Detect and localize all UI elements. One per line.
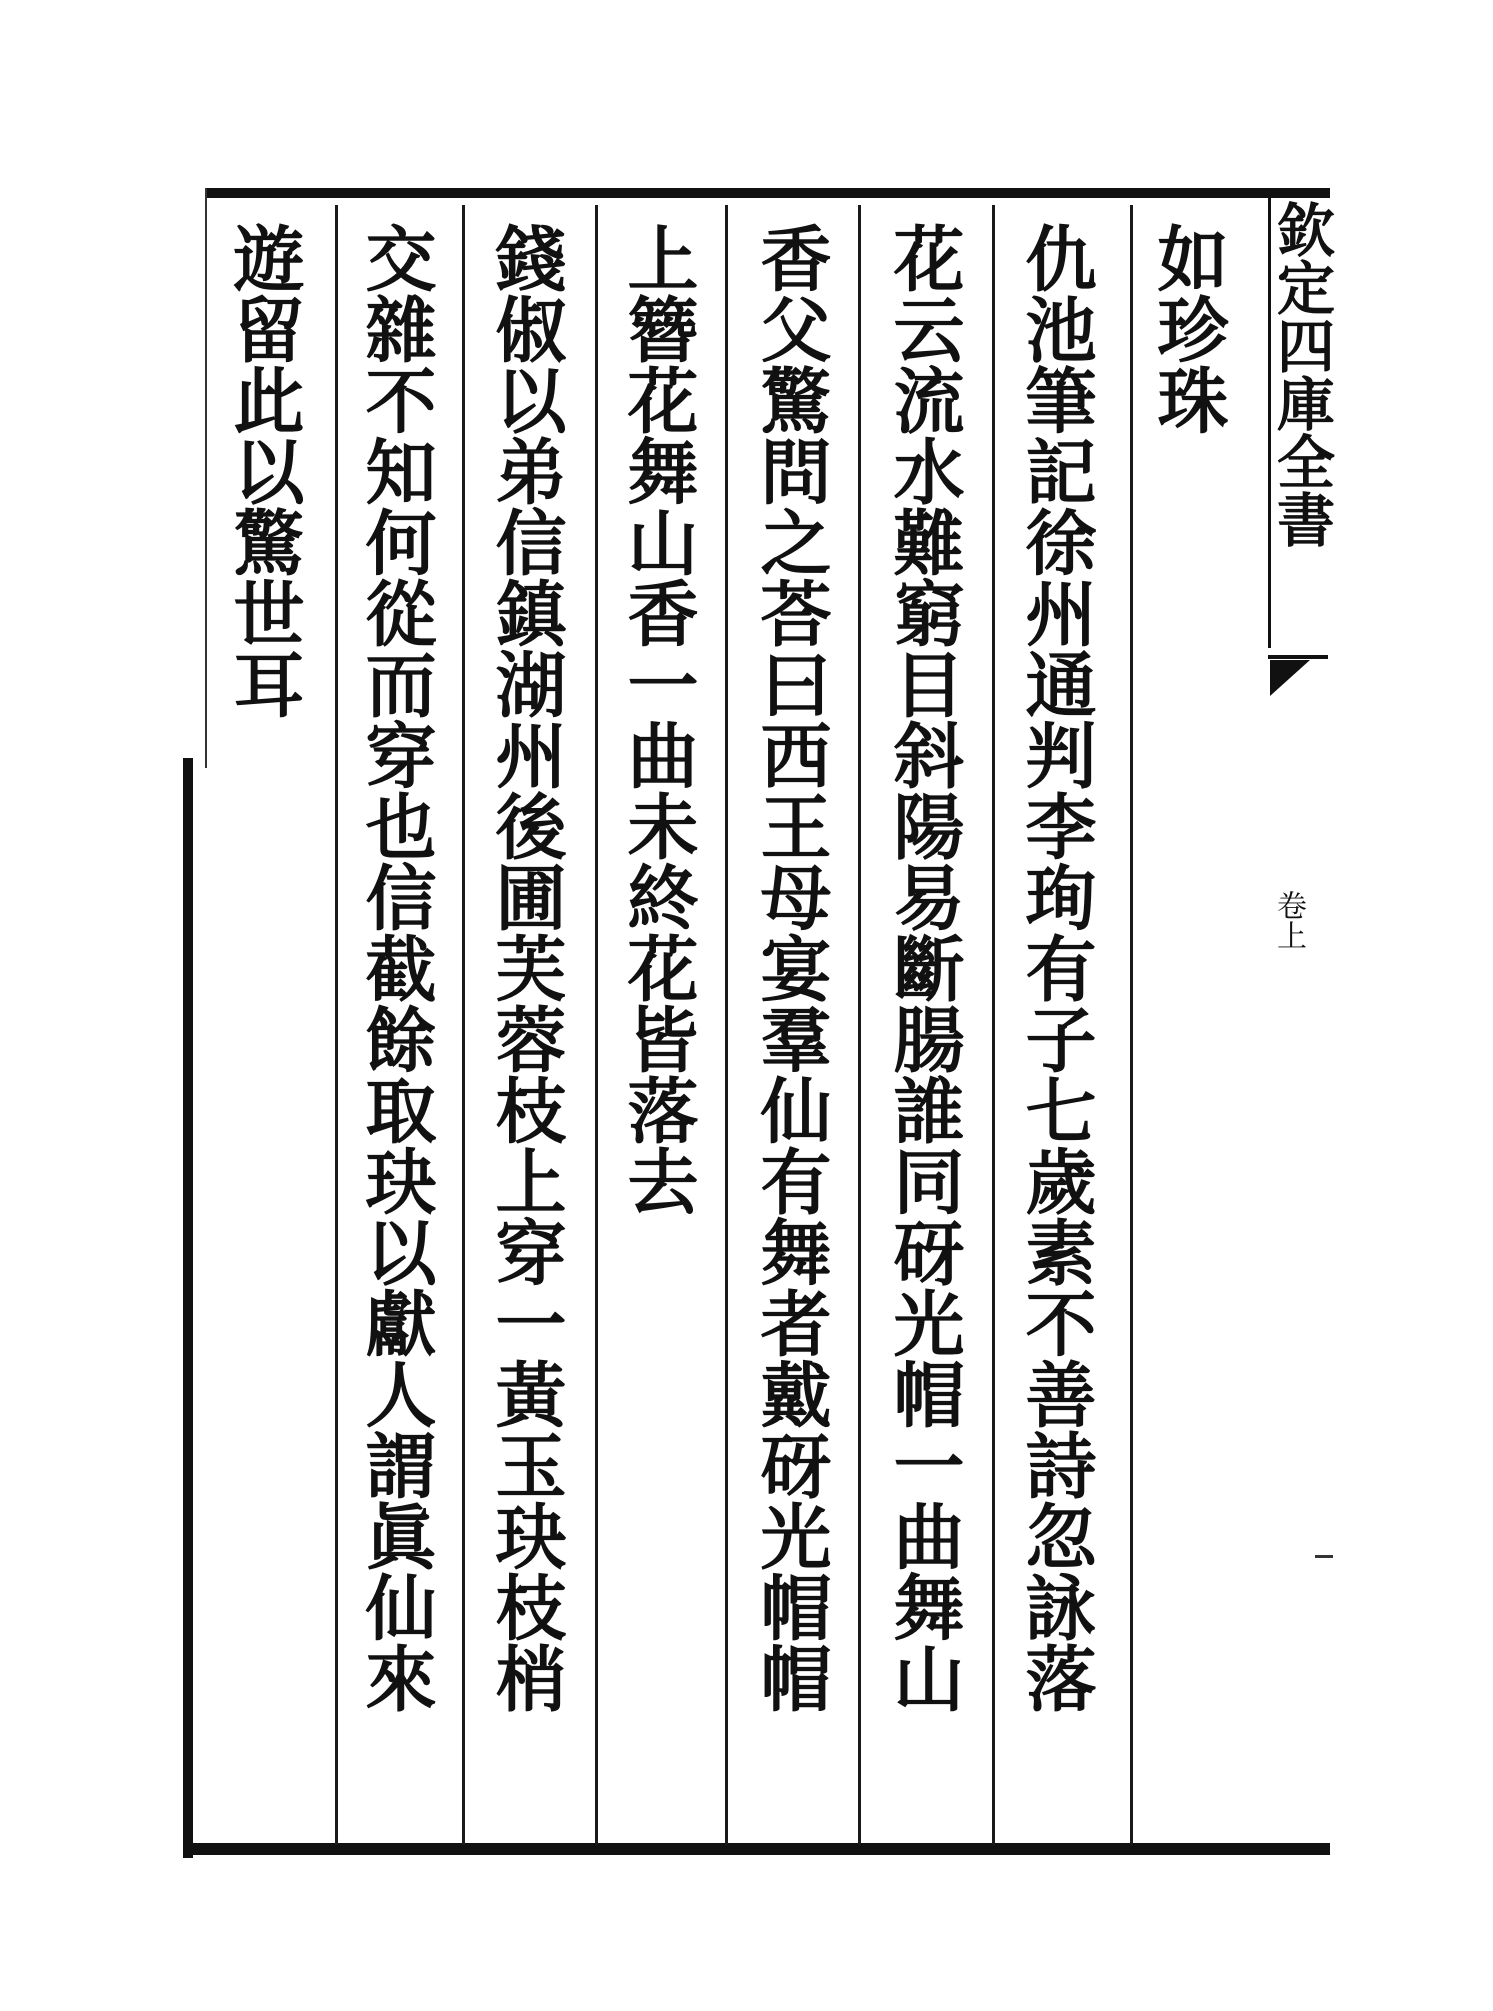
column-rule [335, 205, 338, 1845]
column-rule [858, 205, 861, 1845]
text-column-3: 花云流水難窮目斜陽易斷腸誰同砑光帽一曲舞山 [882, 222, 966, 1713]
text-column-5: 上簪花舞山香一曲未終花皆落去 [616, 222, 700, 1216]
column-rule [725, 205, 728, 1845]
column-rule [992, 205, 995, 1845]
column-rule [1130, 205, 1133, 1845]
frame-left-thin-border [205, 188, 207, 768]
column-rule [595, 205, 598, 1845]
text-column-1: 如珍珠 [1146, 222, 1230, 435]
fishtail-mark [1270, 660, 1310, 696]
frame-left-border [183, 758, 193, 1858]
frame-bottom-border [183, 1843, 1330, 1855]
book-title: 欽定四庫全書 [1267, 200, 1335, 548]
column-rule [462, 205, 465, 1845]
text-column-7: 交雜不知何從而穿也信截餘取玦以獻人謂眞仙來 [354, 222, 438, 1713]
text-column-4: 香父驚問之荅曰西王母宴羣仙有舞者戴砑光帽帽 [749, 222, 833, 1713]
frame-top-border [205, 188, 1330, 198]
fishtail-line [1268, 655, 1328, 659]
margin-tick [1315, 1555, 1333, 1558]
text-column-6: 錢俶以弟信鎮湖州後圃芙蓉枝上穿一黃玉玦枝梢 [484, 222, 568, 1713]
volume-label: 卷上 [1271, 890, 1306, 950]
text-column-8: 遊留此以驚世耳 [222, 222, 306, 719]
text-column-2: 仇池筆記徐州通判李珣有子七歲素不善詩忽詠落 [1014, 222, 1098, 1713]
